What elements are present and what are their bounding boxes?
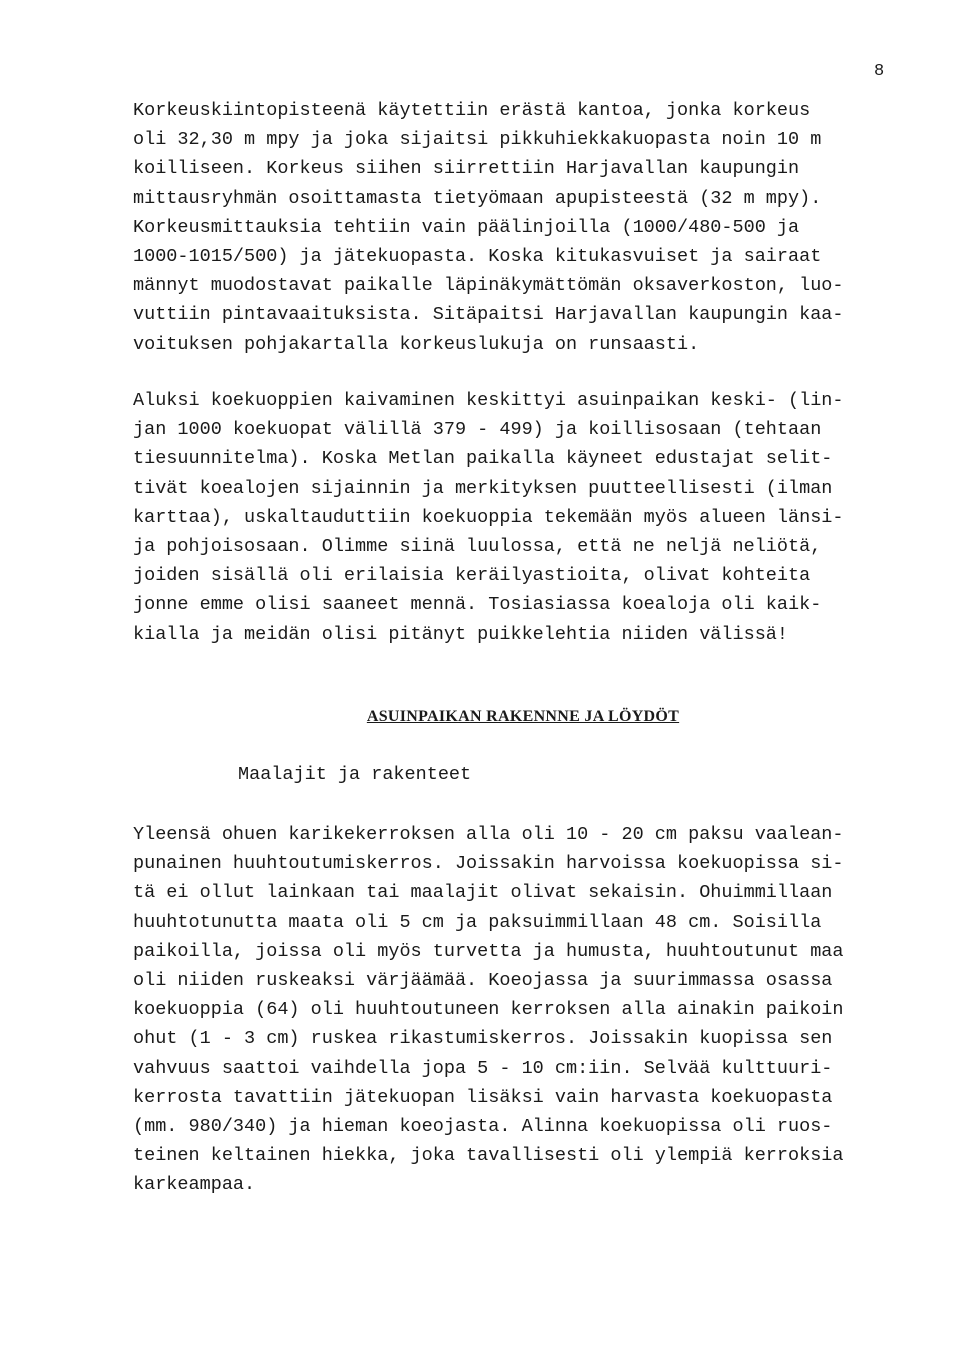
- text-line: vuttiin pintavaaituksista. Sitäpaitsi Harjavallan kaupungin kaa-: [133, 304, 844, 326]
- text-line: Aluksi koekuoppien kaivaminen keskittyi asuinpaikan keski- (lin-: [133, 390, 844, 411]
- text-line: oli 32,30 m mpy ja joka sijaitsi pikkuhiekkakuopasta noin 10 m: [133, 129, 822, 151]
- text-line: 1000-1015/500) ja jätekuopasta. Koska kitukasvuiset ja sairaat: [133, 245, 822, 267]
- text-line: Korkeusmittauksia tehtiin vain päälinjoilla (1000/480-500 ja: [133, 216, 800, 238]
- text-line: jonne emme olisi saaneet mennä. Tosiasiassa koealoja oli kaik-: [133, 594, 822, 616]
- text-line: männyt muodostavat paikalle läpinäkymättömän oksaverkoston, luo-: [133, 275, 844, 297]
- text-line: kerrosta tavattiin jätekuopan lisäksi vain harvasta koekuopasta: [133, 1086, 833, 1108]
- subheading: Maalajit ja rakenteet: [238, 764, 472, 785]
- text-line: karkeampaa.: [133, 1174, 256, 1196]
- text-line: tä ei ollut lainkaan tai maalajit olivat sekaisin. Ohuimmillaan: [133, 882, 833, 904]
- page-number: 8: [874, 62, 885, 81]
- text-line: koekuoppia (64) oli huuhtoutuneen kerroksen alla ainakin paikoin: [133, 999, 844, 1021]
- paragraph-elevation-measurements: [133, 96, 844, 359]
- text-line: karttaa), uskaltauduttiin koekuoppia tekemään myös alueen länsi-: [133, 506, 844, 528]
- text-line: ohut (1 - 3 cm) ruskea rikastumiskerros. Joissakin kuopissa sen: [133, 1028, 833, 1050]
- text-line: paikoilla, joissa oli myös turvetta ja humusta, huuhtoutunut maa: [133, 940, 844, 962]
- text-line: (mm. 980/340) ja hieman koeojasta. Alinna koekuopissa oli ruos-: [133, 1115, 833, 1137]
- text-line: vahvuus saattoi vaihdella jopa 5 - 10 cm:iin. Selvää kulttuuri-: [133, 1057, 833, 1079]
- text-line: tiesuunnitelma). Koska Metlan paikalla käyneet edustajat selit-: [133, 448, 833, 470]
- text-line: oli niiden ruskeaksi värjäämää. Koeojassa ja suurimmassa osassa: [133, 969, 833, 991]
- text-line: huuhtotunutta maata oli 5 cm ja paksuimmillaan 48 cm. Soisilla: [133, 911, 822, 933]
- text-line: Yleensä ohuen karikekerroksen alla oli 10 - 20 cm paksu vaalean-: [133, 824, 844, 845]
- text-line: voituksen pohjakartalla korkeuslukuja on runsaasti.: [133, 333, 700, 355]
- text-line: joiden sisällä oli erilaisia keräilyastioita, olivat kohteita: [133, 565, 811, 587]
- text-line: ja pohjoisosaan. Olimme siinä luulossa, että ne neljä neliötä,: [133, 535, 822, 557]
- text-line: jan 1000 koekuopat välillä 379 - 499) ja koillisosaan (tehtaan: [133, 419, 822, 441]
- text-line: tivät koealojen sijainnin ja merkityksen puutteellisesti (ilman: [133, 477, 833, 499]
- text-line: Korkeuskiintopisteenä käytettiin erästä kantoa, jonka korkeus: [133, 100, 811, 121]
- section-heading: ASUINPAIKAN RAKENNNE JA LÖYDÖT: [366, 708, 680, 725]
- paragraph-test-pits: [133, 386, 844, 649]
- text-line: punainen huuhtoutumiskerros. Joissakin harvoissa koekuopissa si-: [133, 853, 844, 875]
- text-line: teinen keltainen hiekka, joka tavallisesti oli ylempiä kerroksia: [133, 1145, 844, 1167]
- text-line: mittausryhmän osoittamasta tietyömaan apupisteestä (32 m mpy).: [133, 187, 822, 209]
- paragraph-soil-layers: [133, 820, 844, 1199]
- text-line: kialla ja meidän olisi pitänyt puikkelehtia niiden välissä!: [133, 623, 789, 645]
- text-line: koilliseen. Korkeus siihen siirrettiin Harjavallan kaupungin: [133, 158, 800, 180]
